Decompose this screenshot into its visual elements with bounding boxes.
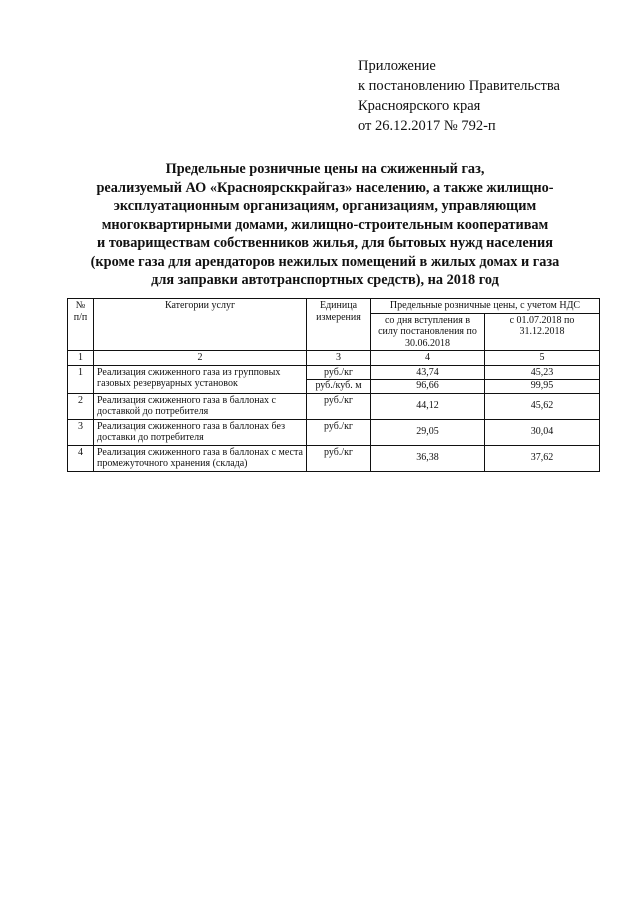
row-price-period1: 29,05 xyxy=(371,419,485,445)
row-unit-kg: руб./кг xyxy=(307,367,370,381)
title-line: для заправки автотранспортных средств), на 2018 год xyxy=(151,272,499,288)
column-number: 5 xyxy=(485,351,600,366)
row-price-period1: 36,38 xyxy=(371,445,485,471)
table-row xyxy=(68,419,600,445)
row-category: Реализация сжиженного газа из групповых газовых резервуарных установок xyxy=(94,365,307,393)
row-category: Реализация сжиженного газа в баллонах с доставкой до потребителя xyxy=(94,393,307,419)
row-price-period2: 30,04 xyxy=(485,419,600,445)
header-period2: с 01.07.2018 по 31.12.2018 xyxy=(485,313,600,351)
row-price-period1 xyxy=(371,365,485,393)
table-header-row xyxy=(68,299,600,314)
title-line: реализуемый АО «Красноярсккрайгаз» населению, а также жилищно- xyxy=(96,179,554,196)
header-num: № п/п xyxy=(68,299,94,351)
column-number: 4 xyxy=(371,351,485,366)
price-m3: 99,95 xyxy=(530,380,554,391)
column-number: 2 xyxy=(94,351,307,366)
header-category: Категории услуг xyxy=(94,299,307,351)
row-unit-m3: руб./куб. м xyxy=(315,380,362,391)
price-kg: 45,23 xyxy=(485,367,599,381)
row-num: 1 xyxy=(68,365,94,393)
title-line: и товариществам собственников жилья, для бытовых нужд населения xyxy=(97,235,553,251)
title-line: Предельные розничные цены на сжиженный газ, xyxy=(165,161,485,177)
appendix-line: к постановлению Правительства xyxy=(358,78,560,94)
row-unit: руб./кг xyxy=(307,419,371,445)
column-number: 3 xyxy=(307,351,371,366)
appendix-line: Красноярского края xyxy=(358,98,481,114)
title-line: эксплуатационным организациям, организациям, управляющим xyxy=(113,198,537,214)
row-unit xyxy=(307,365,371,393)
price-m3: 96,66 xyxy=(416,380,439,391)
row-price-period2: 45,62 xyxy=(485,393,600,419)
row-unit: руб./кг xyxy=(307,445,371,471)
header-prices: Предельные розничные цены, с учетом НДС xyxy=(371,299,600,314)
row-price-period2 xyxy=(485,365,600,393)
column-number: 1 xyxy=(68,351,94,366)
title-line: (кроме газа для арендаторов нежилых помещений в жилых домах и газа xyxy=(90,253,560,270)
row-category: Реализация сжиженного газа в баллонах с места промежуточного хранения (склада) xyxy=(94,445,307,471)
table-row xyxy=(68,445,600,471)
row-price-period1: 44,12 xyxy=(371,393,485,419)
title-line: многоквартирными домами, жилищно-строительным кооперативам xyxy=(101,216,549,233)
prices-table xyxy=(67,298,600,472)
header-period1: со дня вступления в силу постановления по 30.06.2018 xyxy=(371,313,485,351)
document-title xyxy=(60,160,590,290)
price-kg: 43,74 xyxy=(371,367,484,381)
row-num: 3 xyxy=(68,419,94,445)
appendix-line: от 26.12.2017 № 792-п xyxy=(358,118,496,134)
row-unit: руб./кг xyxy=(307,393,371,419)
table-row xyxy=(68,393,600,419)
appendix-line: Приложение xyxy=(358,58,436,74)
row-num: 4 xyxy=(68,445,94,471)
row-price-period2: 37,62 xyxy=(485,445,600,471)
header-unit: Единица измерения xyxy=(307,299,371,351)
table-row xyxy=(68,365,600,393)
column-numbers-row xyxy=(68,351,600,366)
row-num: 2 xyxy=(68,393,94,419)
row-category: Реализация сжиженного газа в баллонах без доставки до потребителя xyxy=(94,419,307,445)
appendix-block xyxy=(358,56,560,136)
